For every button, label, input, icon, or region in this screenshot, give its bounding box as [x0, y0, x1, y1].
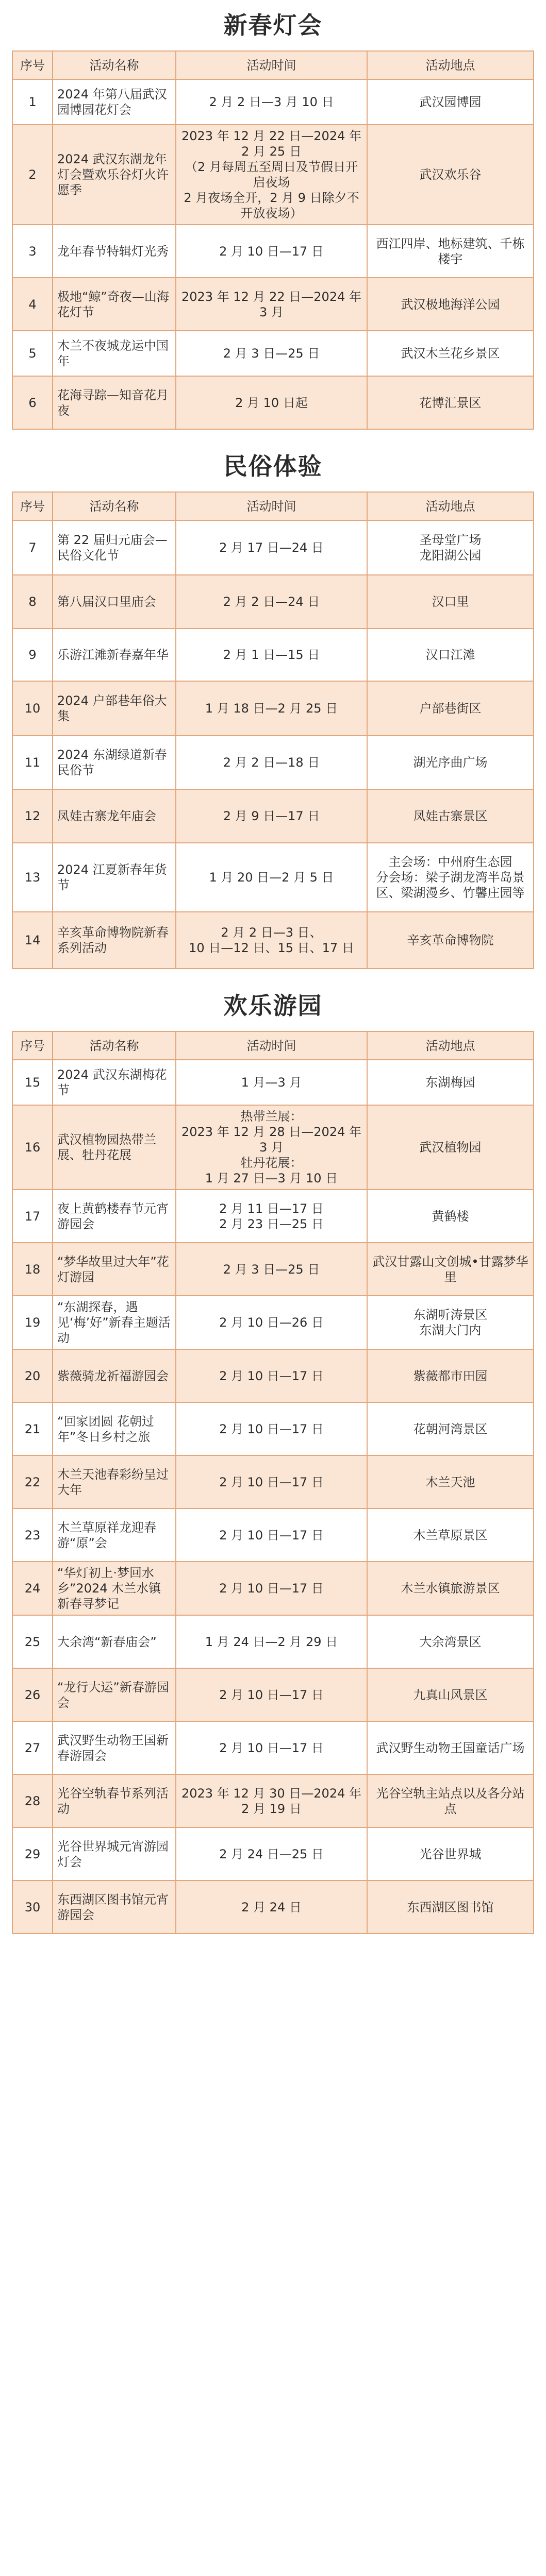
time-line: 2 月 2 日—18 日 — [223, 755, 320, 770]
table-row — [12, 1349, 534, 1402]
cell-event-name: 武汉野生动物王国新春游园会 — [53, 1721, 176, 1774]
table-row — [12, 1509, 534, 1562]
place-line: 紫薇都市田园 — [413, 1368, 488, 1383]
cell-event-place — [367, 1615, 534, 1668]
time-line: 2 月 9 日—17 日 — [223, 809, 320, 823]
table-row — [12, 278, 534, 331]
cell-event-time — [176, 843, 367, 912]
cell-no: 30 — [12, 1880, 53, 1934]
section-gap — [0, 969, 546, 980]
table-row — [12, 1774, 534, 1827]
cell-event-time — [176, 1562, 367, 1615]
time-line: 牡丹花展： — [240, 1156, 303, 1170]
time-line: 2 月 10 日—17 日 — [219, 1528, 324, 1543]
cell-event-place — [367, 1349, 534, 1402]
cell-event-place — [367, 278, 534, 331]
cell-no: 2 — [12, 125, 53, 225]
time-line: 2 月 24 日 — [241, 1900, 302, 1914]
time-line: 1 月 24 日—2 月 29 日 — [205, 1634, 338, 1649]
cell-no: 12 — [12, 789, 53, 843]
cell-event-name: “回家团圆 花朝过年”冬日乡村之旅 — [53, 1402, 176, 1455]
cell-event-place — [367, 1827, 534, 1880]
cell-event-name: “龙行大运”新春游园会 — [53, 1668, 176, 1721]
cell-event-name: 木兰天池春彩纷呈过大年 — [53, 1455, 176, 1509]
place-line: 光谷世界城 — [419, 1846, 482, 1861]
cell-no: 17 — [12, 1190, 53, 1243]
cell-event-place — [367, 1455, 534, 1509]
table-header-row — [12, 492, 534, 520]
cell-no: 19 — [12, 1296, 53, 1349]
table-row — [12, 376, 534, 429]
cell-no: 1 — [12, 79, 53, 125]
cell-event-name: 第八届汉口里庙会 — [53, 575, 176, 629]
cell-event-place — [367, 225, 534, 278]
place-line: 九真山风景区 — [413, 1687, 488, 1702]
place-line: 武汉极地海洋公园 — [401, 297, 500, 312]
place-line: 黄鹤楼 — [432, 1209, 469, 1224]
events-table — [12, 50, 534, 430]
time-line: 热带兰展： — [240, 1109, 303, 1124]
place-line: 花朝河湾景区 — [413, 1421, 488, 1436]
table-row — [12, 1455, 534, 1509]
cell-event-place — [367, 79, 534, 125]
cell-event-place — [367, 1668, 534, 1721]
place-line: 凤娃古寨景区 — [413, 809, 488, 823]
place-line: 龙阳湖公园 — [419, 548, 482, 563]
section-title: 新春灯会 — [223, 11, 323, 39]
cell-event-place — [367, 331, 534, 376]
cell-event-place — [367, 1060, 534, 1105]
table-row — [12, 1615, 534, 1668]
events-table — [12, 492, 534, 969]
place-line: 汉口江滩 — [425, 648, 475, 662]
cell-event-name: 紫薇骑龙祈福游园会 — [53, 1349, 176, 1402]
cell-no: 3 — [12, 225, 53, 278]
cell-no: 24 — [12, 1562, 53, 1615]
header-no: 序号 — [12, 1031, 53, 1060]
events-table — [12, 1031, 534, 1934]
cell-event-place — [367, 1105, 534, 1190]
time-line: 2 月 2 日—3 日、 — [221, 925, 322, 940]
place-line: 武汉植物园 — [419, 1140, 482, 1155]
cell-event-time — [176, 520, 367, 575]
time-line: 2 月 10 日—17 日 — [219, 1475, 324, 1489]
cell-event-name: 极地“鲸”奇夜—山海花灯节 — [53, 278, 176, 331]
cell-event-place — [367, 1721, 534, 1774]
time-line: 2 月 3 日—25 日 — [223, 1262, 320, 1277]
cell-no: 10 — [12, 681, 53, 736]
table-row — [12, 912, 534, 969]
cell-event-name: 第 22 届归元庙会—民俗文化节 — [53, 520, 176, 575]
cell-event-name: 2024 户部巷年俗大集 — [53, 681, 176, 736]
cell-event-place — [367, 789, 534, 843]
cell-event-time — [176, 1455, 367, 1509]
cell-event-time — [176, 278, 367, 331]
cell-no: 14 — [12, 912, 53, 969]
cell-event-name: 光谷世界城元宵游园灯会 — [53, 1827, 176, 1880]
table-row — [12, 736, 534, 789]
cell-event-time — [176, 1190, 367, 1243]
cell-event-name: 武汉植物园热带兰展、牡丹花展 — [53, 1105, 176, 1190]
cell-no: 27 — [12, 1721, 53, 1774]
cell-event-time — [176, 1509, 367, 1562]
cell-event-name: 东西湖区图书馆元宵游园会 — [53, 1880, 176, 1934]
table-row — [12, 1880, 534, 1934]
table-row — [12, 1827, 534, 1880]
cell-no: 29 — [12, 1827, 53, 1880]
cell-event-place — [367, 1880, 534, 1934]
cell-no: 26 — [12, 1668, 53, 1721]
cell-no: 16 — [12, 1105, 53, 1190]
section-title: 欢乐游园 — [223, 992, 323, 1020]
time-line: 2 月 10 日—17 日 — [219, 1368, 324, 1383]
cell-event-name: 2024 武汉东湖龙年灯会暨欢乐谷灯火许愿季 — [53, 125, 176, 225]
table-row — [12, 1668, 534, 1721]
cell-event-name: 2024 东湖绿道新春民俗节 — [53, 736, 176, 789]
cell-no: 9 — [12, 629, 53, 681]
table-row — [12, 1721, 534, 1774]
cell-no: 25 — [12, 1615, 53, 1668]
section-lantern-festival — [0, 0, 546, 430]
cell-no: 13 — [12, 843, 53, 912]
cell-no: 28 — [12, 1774, 53, 1827]
cell-event-time — [176, 1105, 367, 1190]
table-row — [12, 1296, 534, 1349]
cell-event-time — [176, 736, 367, 789]
cell-event-time — [176, 79, 367, 125]
header-time: 活动时间 — [176, 492, 367, 520]
cell-event-name: 2024 年第八届武汉园博园花灯会 — [53, 79, 176, 125]
place-line: 光谷空轨主站点以及各分站点 — [376, 1786, 525, 1816]
cell-no: 7 — [12, 520, 53, 575]
time-line: 2023 年 12 月 22 日—2024 年 3 月 — [181, 289, 361, 319]
cell-event-time — [176, 912, 367, 969]
time-line: 2 月 2 日—3 月 10 日 — [209, 95, 334, 109]
time-line: 2 月 3 日—25 日 — [223, 346, 320, 361]
time-line: 2 月夜场全开，2 月 9 日除夕不开放夜场） — [184, 191, 359, 221]
cell-event-name: 花海寻踪—知音花月夜 — [53, 376, 176, 429]
place-line: 大余湾景区 — [419, 1634, 482, 1649]
cell-event-place — [367, 629, 534, 681]
place-line: 湖光序曲广场 — [413, 755, 488, 770]
cell-event-place — [367, 575, 534, 629]
place-line: 木兰天池 — [425, 1475, 475, 1489]
cell-event-time — [176, 1349, 367, 1402]
cell-no: 15 — [12, 1060, 53, 1105]
cell-event-place — [367, 1296, 534, 1349]
time-line: 1 月—3 月 — [241, 1075, 302, 1090]
cell-event-name: “东湖探春，遇见‘梅’好”新春主题活动 — [53, 1296, 176, 1349]
cell-event-name: 乐游江滩新春嘉年华 — [53, 629, 176, 681]
cell-event-time — [176, 1402, 367, 1455]
cell-event-place — [367, 681, 534, 736]
place-line: 木兰水镇旅游景区 — [401, 1581, 500, 1596]
time-line: 2 月 24 日—25 日 — [219, 1846, 324, 1861]
time-line: 2 月 23 日—25 日 — [219, 1216, 324, 1231]
time-line: 2023 年 12 月 30 日—2024 年 2 月 19 日 — [181, 1786, 361, 1816]
section-happy-garden-tour — [0, 969, 546, 1934]
cell-event-name: “华灯初上·梦回水乡”2024 木兰水镇新春寻梦记 — [53, 1562, 176, 1615]
place-line: 武汉甘露山文创城•甘露梦华里 — [372, 1254, 528, 1284]
place-line: 武汉野生动物王国童话广场 — [376, 1740, 525, 1755]
place-line: 辛亥革命博物院 — [407, 933, 494, 947]
cell-event-time — [176, 1060, 367, 1105]
cell-event-name: 木兰不夜城龙运中国年 — [53, 331, 176, 376]
cell-event-name: “梦华故里过大年”花灯游园 — [53, 1243, 176, 1296]
place-line: 分会场：梁子湖龙湾半岛景区、梁湖漫乡、竹馨庄园等 — [376, 870, 525, 900]
time-line: 2023 年 12 月 22 日—2024 年 2 月 25 日 — [181, 129, 361, 159]
table-row — [12, 225, 534, 278]
time-line: 2 月 11 日—17 日 — [219, 1201, 324, 1216]
place-line: 木兰草原景区 — [413, 1528, 488, 1543]
cell-no: 23 — [12, 1509, 53, 1562]
time-line: 2 月 10 日起 — [235, 395, 308, 410]
cell-event-place — [367, 1243, 534, 1296]
cell-event-time — [176, 225, 367, 278]
time-line: 1 月 18 日—2 月 25 日 — [205, 701, 338, 716]
cell-event-name: 凤娃古寨龙年庙会 — [53, 789, 176, 843]
cell-no: 20 — [12, 1349, 53, 1402]
place-line: 东西湖区图书馆 — [407, 1900, 494, 1914]
cell-event-time — [176, 376, 367, 429]
time-line: 2 月 10 日—17 日 — [219, 1687, 324, 1702]
cell-event-name: 大余湾“新春庙会” — [53, 1615, 176, 1668]
table-row — [12, 79, 534, 125]
time-line: 2 月 10 日—26 日 — [219, 1315, 324, 1330]
time-line: 2023 年 12 月 28 日—2024 年 3 月 — [181, 1125, 361, 1155]
cell-event-place — [367, 1562, 534, 1615]
cell-event-name: 木兰草原祥龙迎春游“原”会 — [53, 1509, 176, 1562]
cell-event-name: 光谷空轨春节系列活动 — [53, 1774, 176, 1827]
cell-no: 6 — [12, 376, 53, 429]
cell-event-place — [367, 736, 534, 789]
cell-event-name: 2024 武汉东湖梅花节 — [53, 1060, 176, 1105]
section-title: 民俗体验 — [223, 452, 323, 480]
time-line: 2 月 17 日—24 日 — [219, 540, 324, 555]
cell-event-place — [367, 1402, 534, 1455]
cell-event-place — [367, 520, 534, 575]
cell-event-name: 龙年春节特辑灯光秀 — [53, 225, 176, 278]
cell-event-place — [367, 1190, 534, 1243]
cell-event-time — [176, 1615, 367, 1668]
cell-event-time — [176, 789, 367, 843]
cell-no: 5 — [12, 331, 53, 376]
cell-event-time — [176, 1827, 367, 1880]
cell-event-place — [367, 1509, 534, 1562]
table-row — [12, 1402, 534, 1455]
place-line: 东湖大门内 — [419, 1323, 482, 1337]
cell-event-time — [176, 1296, 367, 1349]
table-header-row — [12, 51, 534, 79]
time-line: 2 月 10 日—17 日 — [219, 244, 324, 259]
cell-no: 22 — [12, 1455, 53, 1509]
cell-event-name: 2024 江夏新春年货节 — [53, 843, 176, 912]
time-line: 1 月 27 日—3 月 10 日 — [205, 1171, 338, 1185]
place-line: 户部巷街区 — [419, 701, 482, 716]
place-line: 武汉木兰花乡景区 — [401, 346, 500, 361]
cell-event-time — [176, 331, 367, 376]
time-line: 2 月 10 日—17 日 — [219, 1740, 324, 1755]
header-place: 活动地点 — [367, 1031, 534, 1060]
cell-event-time — [176, 575, 367, 629]
cell-event-time — [176, 1243, 367, 1296]
cell-event-time — [176, 1668, 367, 1721]
place-line: 东湖梅园 — [425, 1075, 475, 1090]
place-line: 西江四岸、地标建筑、千栋楼宇 — [376, 236, 525, 266]
place-line: 武汉欢乐谷 — [419, 167, 482, 182]
time-line: 2 月 1 日—15 日 — [223, 648, 320, 662]
cell-event-time — [176, 1880, 367, 1934]
cell-no: 21 — [12, 1402, 53, 1455]
cell-no: 8 — [12, 575, 53, 629]
place-line: 东湖听涛景区 — [413, 1308, 488, 1322]
place-line: 花博汇景区 — [419, 395, 482, 410]
header-no: 序号 — [12, 51, 53, 79]
table-row — [12, 629, 534, 681]
table-row — [12, 681, 534, 736]
table-row — [12, 520, 534, 575]
cell-event-time — [176, 629, 367, 681]
header-name: 活动名称 — [53, 51, 176, 79]
cell-event-time — [176, 125, 367, 225]
header-time: 活动时间 — [176, 1031, 367, 1060]
header-time: 活动时间 — [176, 51, 367, 79]
section-gap — [0, 430, 546, 441]
header-name: 活动名称 — [53, 492, 176, 520]
cell-event-time — [176, 681, 367, 736]
table-row — [12, 1105, 534, 1190]
cell-no: 4 — [12, 278, 53, 331]
cell-event-place — [367, 1774, 534, 1827]
cell-event-time — [176, 1721, 367, 1774]
time-line: 1 月 20 日—2 月 5 日 — [209, 870, 334, 885]
place-line: 主会场：中州府生态园 — [388, 855, 512, 869]
time-line: 2 月 10 日—17 日 — [219, 1421, 324, 1436]
cell-event-time — [176, 1774, 367, 1827]
header-name: 活动名称 — [53, 1031, 176, 1060]
cell-event-name: 夜上黄鹤楼春节元宵游园会 — [53, 1190, 176, 1243]
cell-event-name: 辛亥革命博物院新春系列活动 — [53, 912, 176, 969]
table-row — [12, 843, 534, 912]
header-no: 序号 — [12, 492, 53, 520]
header-place: 活动地点 — [367, 51, 534, 79]
table-row — [12, 331, 534, 376]
time-line: （2 月每周五至周日及节假日开启夜场 — [185, 160, 358, 190]
section-folk-experience — [0, 430, 546, 969]
table-row — [12, 1190, 534, 1243]
time-line: 10 日—12 日、15 日、17 日 — [189, 941, 354, 955]
cell-no: 11 — [12, 736, 53, 789]
place-line: 圣母堂广场 — [419, 533, 482, 547]
cell-no: 18 — [12, 1243, 53, 1296]
cell-event-place — [367, 376, 534, 429]
place-line: 汉口里 — [432, 595, 469, 609]
header-place: 活动地点 — [367, 492, 534, 520]
table-row — [12, 1243, 534, 1296]
cell-event-place — [367, 125, 534, 225]
table-row — [12, 575, 534, 629]
place-line: 武汉园博园 — [419, 95, 482, 109]
cell-event-place — [367, 843, 534, 912]
table-row — [12, 789, 534, 843]
table-row — [12, 1562, 534, 1615]
table-row — [12, 1060, 534, 1105]
table-header-row — [12, 1031, 534, 1060]
time-line: 2 月 10 日—17 日 — [219, 1581, 324, 1596]
time-line: 2 月 2 日—24 日 — [223, 595, 320, 609]
table-row — [12, 125, 534, 225]
cell-event-place — [367, 912, 534, 969]
